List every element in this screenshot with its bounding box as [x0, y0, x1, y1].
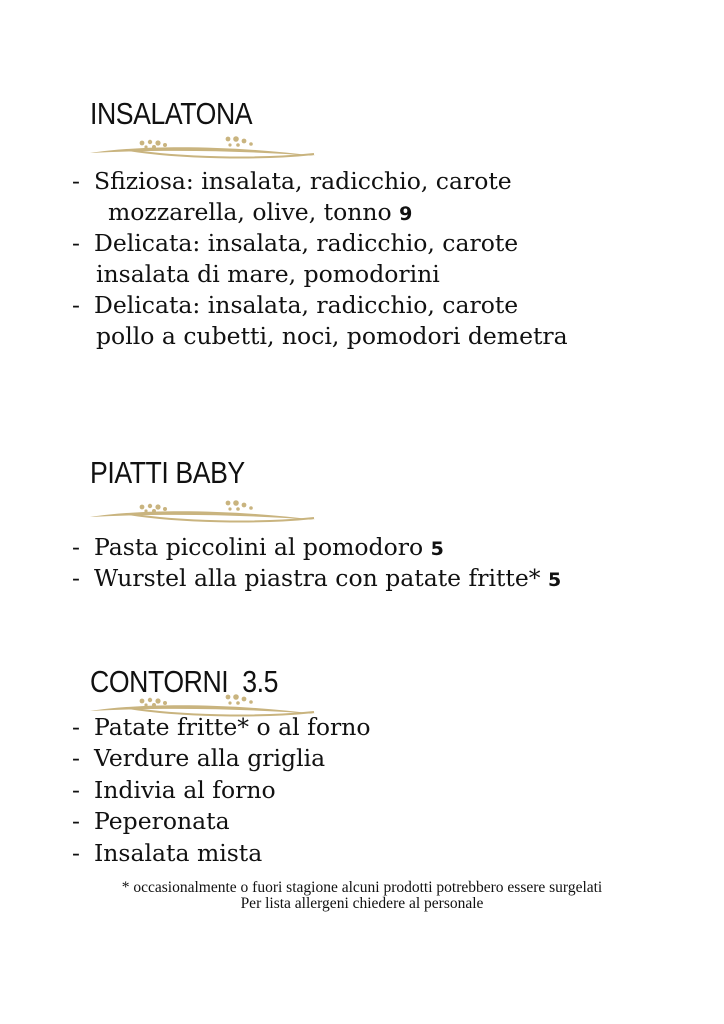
menu-item-delicata-mare — [72, 228, 518, 259]
menu-item-sfiziosa-cont — [108, 197, 412, 230]
bullet-dash: - — [72, 167, 80, 195]
bullet-dash: - — [72, 713, 80, 741]
item-text: Delicata: insalata, radicchio, carote — [94, 229, 519, 257]
menu-item-delicata-mare-cont — [96, 259, 440, 290]
item-price: 5 — [548, 569, 562, 591]
menu-item-sfiziosa — [72, 166, 512, 197]
bullet-dash: - — [72, 533, 80, 561]
gold-swash-ornament — [88, 136, 318, 162]
item-text: Indivia al forno — [94, 776, 276, 804]
item-text: Pasta piccolini al pomodoro — [94, 533, 424, 561]
menu-item-insalata-mista — [72, 838, 262, 869]
menu-item-verdure — [72, 743, 325, 774]
item-text: Peperonata — [94, 807, 230, 835]
bullet-dash: - — [72, 229, 80, 257]
section-title-piatti-baby: PIATTI BABY — [90, 455, 245, 490]
bullet-dash: - — [72, 807, 80, 835]
item-text: Sfiziosa: insalata, radicchio, carote — [94, 167, 512, 195]
contorni-title-text: CONTORNI — [90, 664, 229, 699]
section-title-insalatona: INSALATONA — [90, 96, 253, 131]
item-text: Verdure alla griglia — [94, 744, 326, 772]
contorni-price: 3.5 — [242, 664, 279, 699]
menu-item-wurstel — [72, 563, 561, 596]
item-text: Delicata: insalata, radicchio, carote — [94, 291, 519, 319]
bullet-dash: - — [72, 744, 80, 772]
item-text: Insalata mista — [94, 839, 263, 867]
item-text: Patate fritte* o al forno — [94, 713, 371, 741]
bullet-dash: - — [72, 776, 80, 804]
item-text: insalata di mare, pomodorini — [96, 260, 440, 288]
item-text: pollo a cubetti, noci, pomodori demetra — [96, 322, 568, 350]
gold-swash-ornament — [88, 500, 318, 526]
menu-item-indivia — [72, 775, 276, 806]
menu-item-peperonata — [72, 806, 230, 837]
menu-item-delicata-pollo-cont — [96, 321, 568, 352]
item-price: 9 — [399, 203, 413, 225]
menu-item-patate — [72, 712, 370, 743]
bullet-dash: - — [72, 291, 80, 319]
footnote-frozen-products: * occasionalmente o fuori stagione alcuni prodotti potrebbero essere surgelati — [121, 879, 603, 896]
bullet-dash: - — [72, 564, 80, 592]
item-text: mozzarella, olive, tonno — [108, 198, 392, 226]
footnote-allergens: Per lista allergeni chiedere al personale — [240, 895, 484, 912]
bullet-dash: - — [72, 839, 80, 867]
item-price: 5 — [430, 538, 444, 560]
menu-item-delicata-pollo — [72, 290, 518, 321]
menu-item-pasta — [72, 532, 444, 565]
item-text: Wurstel alla piastra con patate fritte* — [94, 564, 541, 592]
